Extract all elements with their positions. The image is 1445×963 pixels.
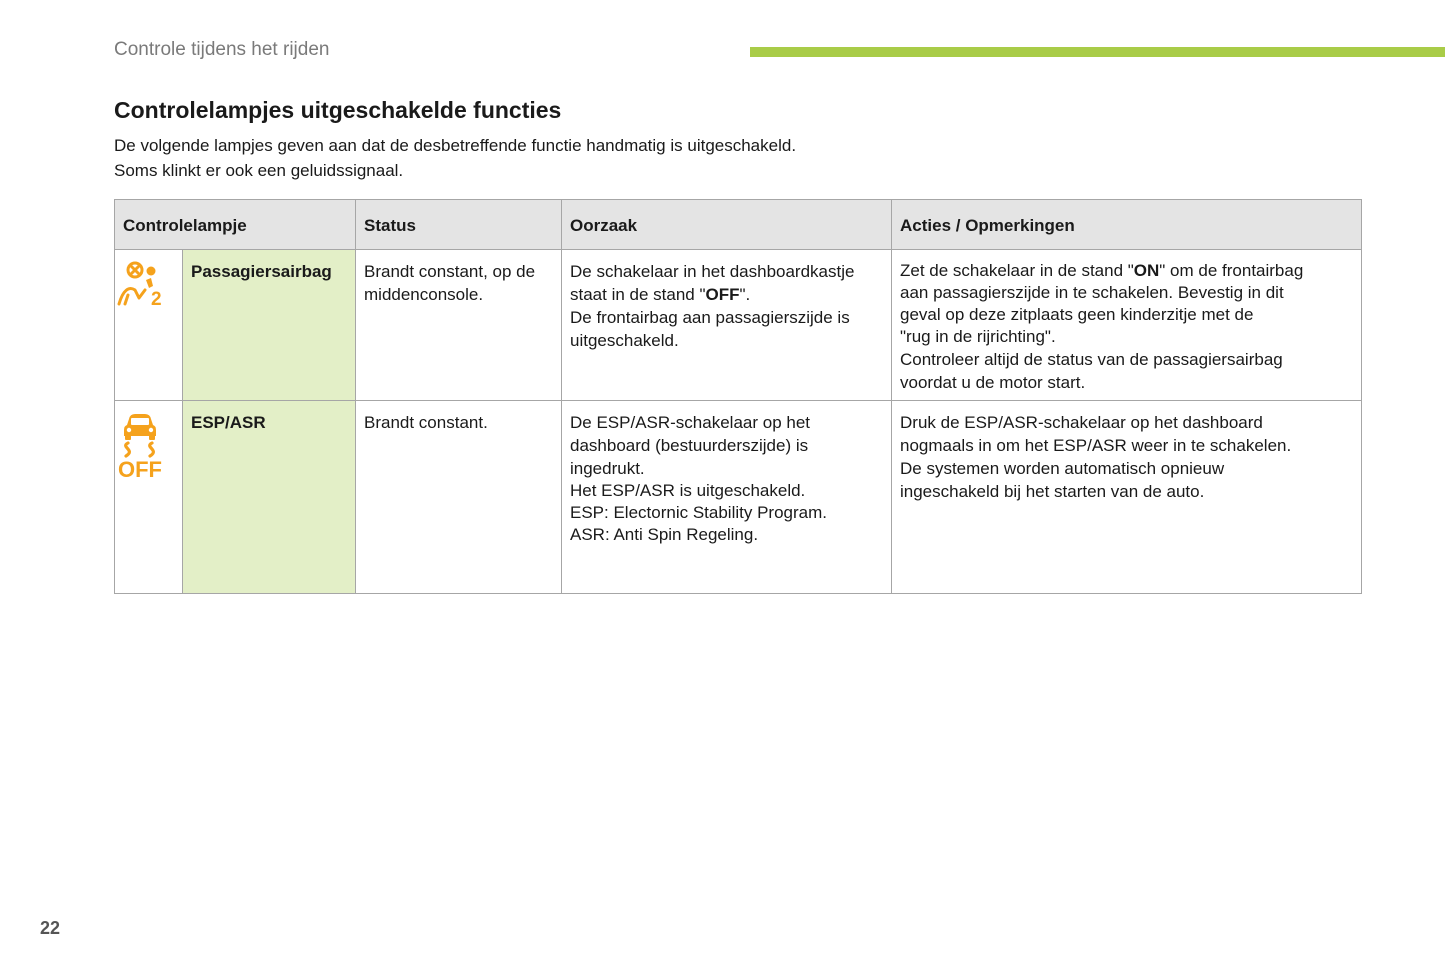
column-header-acties: Acties / Opmerkingen xyxy=(892,200,1362,250)
cause-text: ". xyxy=(739,285,751,304)
intro-line: De volgende lampjes geven aan dat de desbetreffende functie handmatig is uitgeschakeld. xyxy=(114,136,797,155)
status-cell xyxy=(356,250,562,401)
cause-line: Het ESP/ASR is uitgeschakeld. xyxy=(570,481,806,500)
action-line: geval op deze zitplaats geen kinderzitje met de xyxy=(900,305,1254,324)
action-line: ingeschakeld bij het starten van de auto. xyxy=(900,482,1205,501)
cause-line: ingedrukt. xyxy=(570,459,645,478)
lamp-name: Passagiersairbag xyxy=(183,250,356,401)
action-switch-position: ON xyxy=(1133,261,1160,280)
header-accent-bar xyxy=(750,47,1445,57)
cause-line: De frontairbag aan passagierszijde is xyxy=(570,308,850,327)
page-number: 22 xyxy=(40,918,61,938)
cause-line: ASR: Anti Spin Regeling. xyxy=(570,525,759,544)
status-line: middenconsole. xyxy=(364,285,484,304)
warning-lamps-table xyxy=(114,199,1362,594)
table-row xyxy=(115,250,1362,401)
column-header-controlelampje: Controlelampje xyxy=(115,200,356,250)
intro-line: Soms klinkt er ook een geluidssignaal. xyxy=(114,161,404,180)
lamp-icon-cell xyxy=(115,401,183,594)
section-title: Controle tijdens het rijden xyxy=(114,39,330,60)
cause-line: uitgeschakeld. xyxy=(570,331,679,350)
cause-switch-position: OFF xyxy=(705,285,740,304)
status-line: Brandt constant. xyxy=(364,413,488,432)
lamp-name: ESP/ASR xyxy=(183,401,356,594)
table-header-row xyxy=(115,200,1362,250)
esp-off-icon-label: OFF xyxy=(118,457,162,479)
lamp-icon-cell xyxy=(115,250,183,401)
page-heading: Controlelampjes uitgeschakelde functies xyxy=(114,97,562,123)
action-cell xyxy=(892,250,1362,401)
action-line: De systemen worden automatisch opnieuw xyxy=(900,459,1225,478)
cause-line xyxy=(570,283,883,306)
action-line: nogmaals in om het ESP/ASR weer in te schakelen. xyxy=(900,436,1292,455)
esp-asr-off-icon xyxy=(115,411,165,485)
status-cell xyxy=(356,401,562,594)
intro-text xyxy=(114,133,796,183)
column-header-status: Status xyxy=(356,200,562,250)
cause-cell xyxy=(562,250,892,401)
cause-text: staat in de stand " xyxy=(570,285,706,304)
passenger-airbag-off-icon xyxy=(115,260,167,314)
cause-line: ESP: Electornic Stability Program. xyxy=(570,503,827,522)
action-line: Controleer altijd de status van de passagiersairbag xyxy=(900,350,1283,369)
action-line: aan passagierszijde in te schakelen. Bevestig in dit xyxy=(900,283,1284,302)
action-cell xyxy=(892,401,1362,594)
action-line xyxy=(900,260,1353,282)
column-header-oorzaak: Oorzaak xyxy=(562,200,892,250)
action-text: Zet de schakelaar in de stand " xyxy=(900,261,1134,280)
cause-line: dashboard (bestuurderszijde) is xyxy=(570,436,809,455)
action-line: Druk de ESP/ASR-schakelaar op het dashboard xyxy=(900,413,1263,432)
table-row xyxy=(115,401,1362,594)
status-line: Brandt constant, op de xyxy=(364,262,536,281)
cause-cell xyxy=(562,401,892,594)
cause-line: De ESP/ASR-schakelaar op het xyxy=(570,413,811,432)
cause-line: De schakelaar in het dashboardkastje xyxy=(570,262,855,281)
svg-text:2: 2 xyxy=(151,289,162,308)
action-line: "rug in de rijrichting". xyxy=(900,327,1056,346)
action-text: " om de frontairbag xyxy=(1159,261,1304,280)
action-line: voordat u de motor start. xyxy=(900,373,1086,392)
